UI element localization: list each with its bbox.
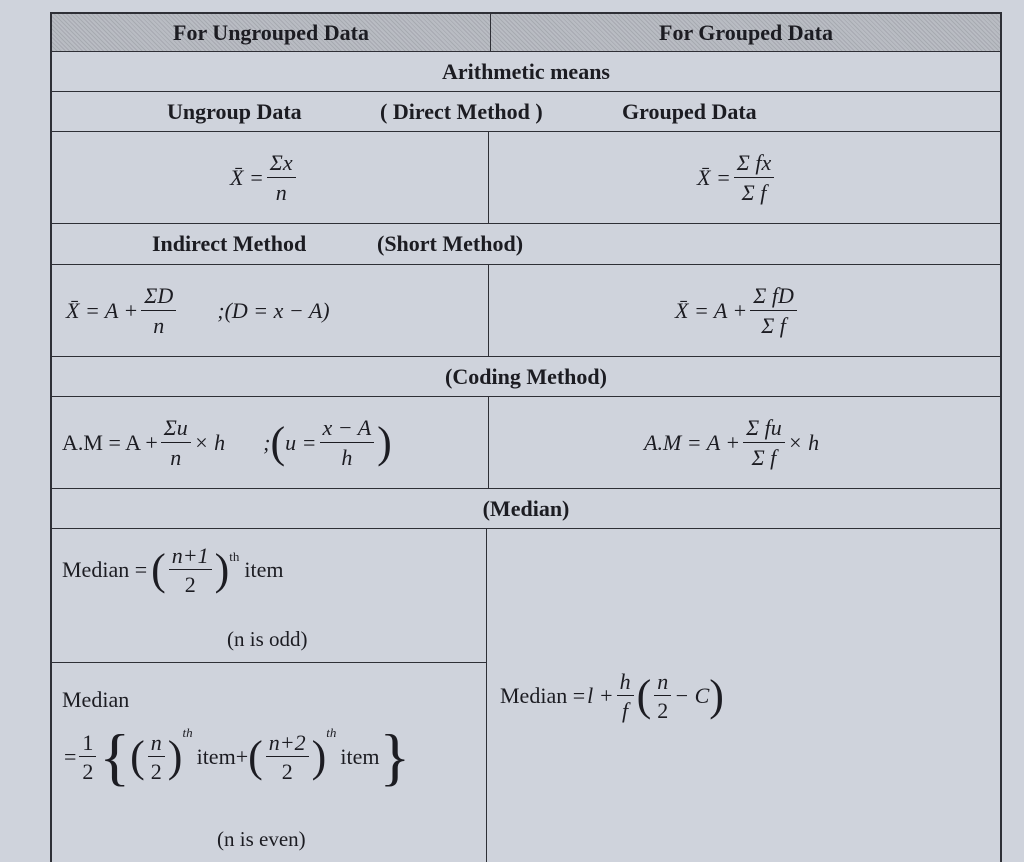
note-n-even: (n is even) (217, 827, 306, 851)
header-grouped: For Grouped Data (659, 19, 833, 45)
formula-direct-grouped: X̄ = $\frac{\text{Σ fx}}{\text{Σ f}}$ (697, 132, 777, 223)
label-coding-method: (Coding Method) (445, 363, 607, 389)
divider (488, 397, 489, 488)
formula-short-grouped: X̄ = A + $\frac{\text{Σ fD}}{\text{Σ f}}$ (675, 265, 800, 356)
formula-table (50, 12, 1002, 862)
median-section (52, 529, 1000, 862)
section-median (52, 489, 1000, 529)
row-direct-formulas (52, 132, 1000, 224)
median-even-label: Median (62, 687, 130, 712)
label-short-method: (Short Method) (377, 231, 524, 256)
median-even-cell (52, 663, 487, 862)
section-arithmetic-means (52, 52, 1000, 92)
label-direct-method: ( Direct Method ) (380, 98, 543, 124)
label-median: (Median) (482, 495, 570, 521)
median-odd-cell (52, 529, 487, 663)
formula-median-odd: Median = ( $\frac{n+1}{2}$ ) th item (62, 543, 284, 598)
label-ungroup-data: Ungroup Data (167, 98, 302, 124)
header-ungrouped: For Ungrouped Data (173, 19, 369, 45)
note-n-odd: (n is odd) (227, 627, 308, 651)
row-coding-formulas (52, 397, 1000, 489)
divider (488, 265, 489, 356)
section-title: Arithmetic means (441, 58, 610, 84)
row-short-formulas (52, 265, 1000, 357)
formula-direct-ungrouped: X̄ = $\frac{\Sigma x}{n}$ (230, 132, 299, 223)
formula-coding-ungrouped: A.M = A + $\frac{\Sigma u}{n}$ × h ; ( u = $\frac{x - A}{h}$ ) (62, 415, 392, 470)
label-indirect-method: Indirect Method (152, 231, 307, 256)
divider (488, 132, 489, 223)
table-header-row (52, 14, 1000, 52)
label-grouped-data: Grouped Data (622, 98, 757, 124)
formula-median-grouped: Median = l + $\frac{h}{f}$ ( $\frac{n}{2}$ − C ) (500, 669, 724, 724)
section-direct-method (52, 92, 1000, 132)
section-short-method (52, 224, 1000, 265)
formula-short-ungrouped: X̄ = A + $\frac{\Sigma D}{n}$ ;(D = x − A) (66, 283, 330, 338)
section-coding-method (52, 357, 1000, 397)
formula-median-even: = $\frac{1}{2}$ { ( $\frac{n}{2}$ ) th item + ( $\frac{n+2}{2}$ ) th item } (64, 721, 411, 792)
formula-coding-grouped: A.M = A + $\frac{\text{Σ fu}}{\text{Σ f}}$ × h (644, 415, 820, 470)
divider (490, 14, 491, 51)
